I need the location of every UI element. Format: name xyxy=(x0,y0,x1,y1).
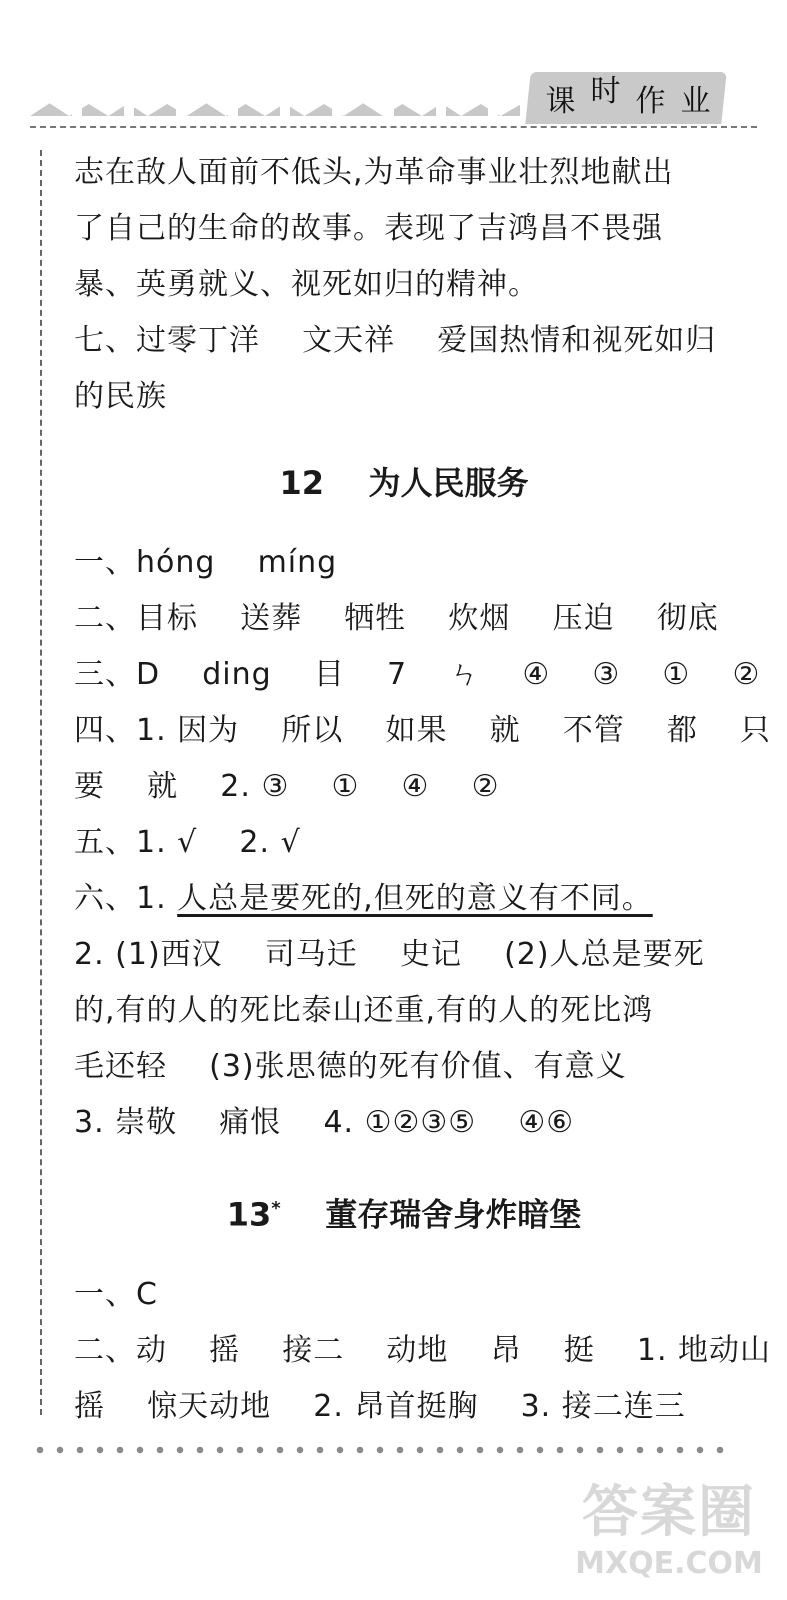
text-line: 二、动 摇 接二 动地 昂 挺 1. 地动山 xyxy=(74,1332,772,1368)
text-line: 志在敌人面前不低头,为革命事业壮烈地献出 xyxy=(74,155,674,190)
text-line: 摇 惊天动地 2. 昂首挺胸 3. 接二连三 xyxy=(74,1388,686,1424)
watermark xyxy=(569,1480,769,1590)
header-decoration xyxy=(30,100,520,116)
header-char: 业 xyxy=(680,84,711,119)
star-mark: * xyxy=(271,1198,281,1219)
text-line: 了自己的生命的故事。表现了吉鸿昌不畏强 xyxy=(74,211,663,246)
answer-content xyxy=(74,145,772,1435)
section-number: 13 xyxy=(226,1195,272,1234)
text-line: 二、目标 送葬 牺牲 炊烟 压迫 彻底 xyxy=(74,601,719,636)
header-divider xyxy=(30,126,757,128)
text-line: 的民族 xyxy=(74,379,167,414)
header-char: 时 xyxy=(590,74,621,109)
text-line: 2. (1)西汉 司马迁 史记 (2)人总是要死 xyxy=(74,937,705,972)
section-title-13 xyxy=(74,1179,734,1245)
underlined-answer: 人总是要死的,但死的意义有不同。 xyxy=(177,881,653,916)
text-line: 3. 崇敬 痛恨 4. ①②③⑤ ④⑥ xyxy=(74,1105,575,1140)
watermark-logo-text: 答案圈 xyxy=(582,1480,756,1545)
section-title-12: 12 为人民服务 xyxy=(279,464,529,502)
watermark-url: MXQE.COM xyxy=(575,1546,763,1581)
header-title xyxy=(538,74,718,122)
text-line: 五、1. √ 2. √ xyxy=(74,825,301,860)
text-line: 三、D ding 目 7 ㄣ ④ ③ ① ② xyxy=(74,657,761,692)
text-line: 四、1. 因为 所以 如果 就 不管 都 只 xyxy=(74,713,772,748)
text-line: 一、C xyxy=(74,1276,158,1312)
text-line: 暴、英勇就义、视死如归的精神。 xyxy=(74,267,539,302)
text-line: 要 就 2. ③ ① ④ ② xyxy=(74,769,500,804)
text-line: 一、hóng míng xyxy=(74,545,338,580)
answer-prefix: 六、1. xyxy=(74,881,178,916)
section-name: 董存瑞舍身炸暗堡 xyxy=(280,1195,582,1234)
header-char: 课 xyxy=(545,84,576,119)
text-line: 七、过零丁洋 文天祥 爱国热情和视死如归 xyxy=(74,323,717,358)
text-line-underlined xyxy=(74,871,734,927)
left-margin-rule xyxy=(40,150,42,1415)
text-line: 毛还轻 (3)张思德的死有价值、有意义 xyxy=(74,1049,627,1084)
footer-dotted-border xyxy=(30,1442,727,1458)
text-line: 的,有的人的死比泰山还重,有的人的死比鸿 xyxy=(74,993,654,1028)
header-char: 作 xyxy=(635,84,666,119)
